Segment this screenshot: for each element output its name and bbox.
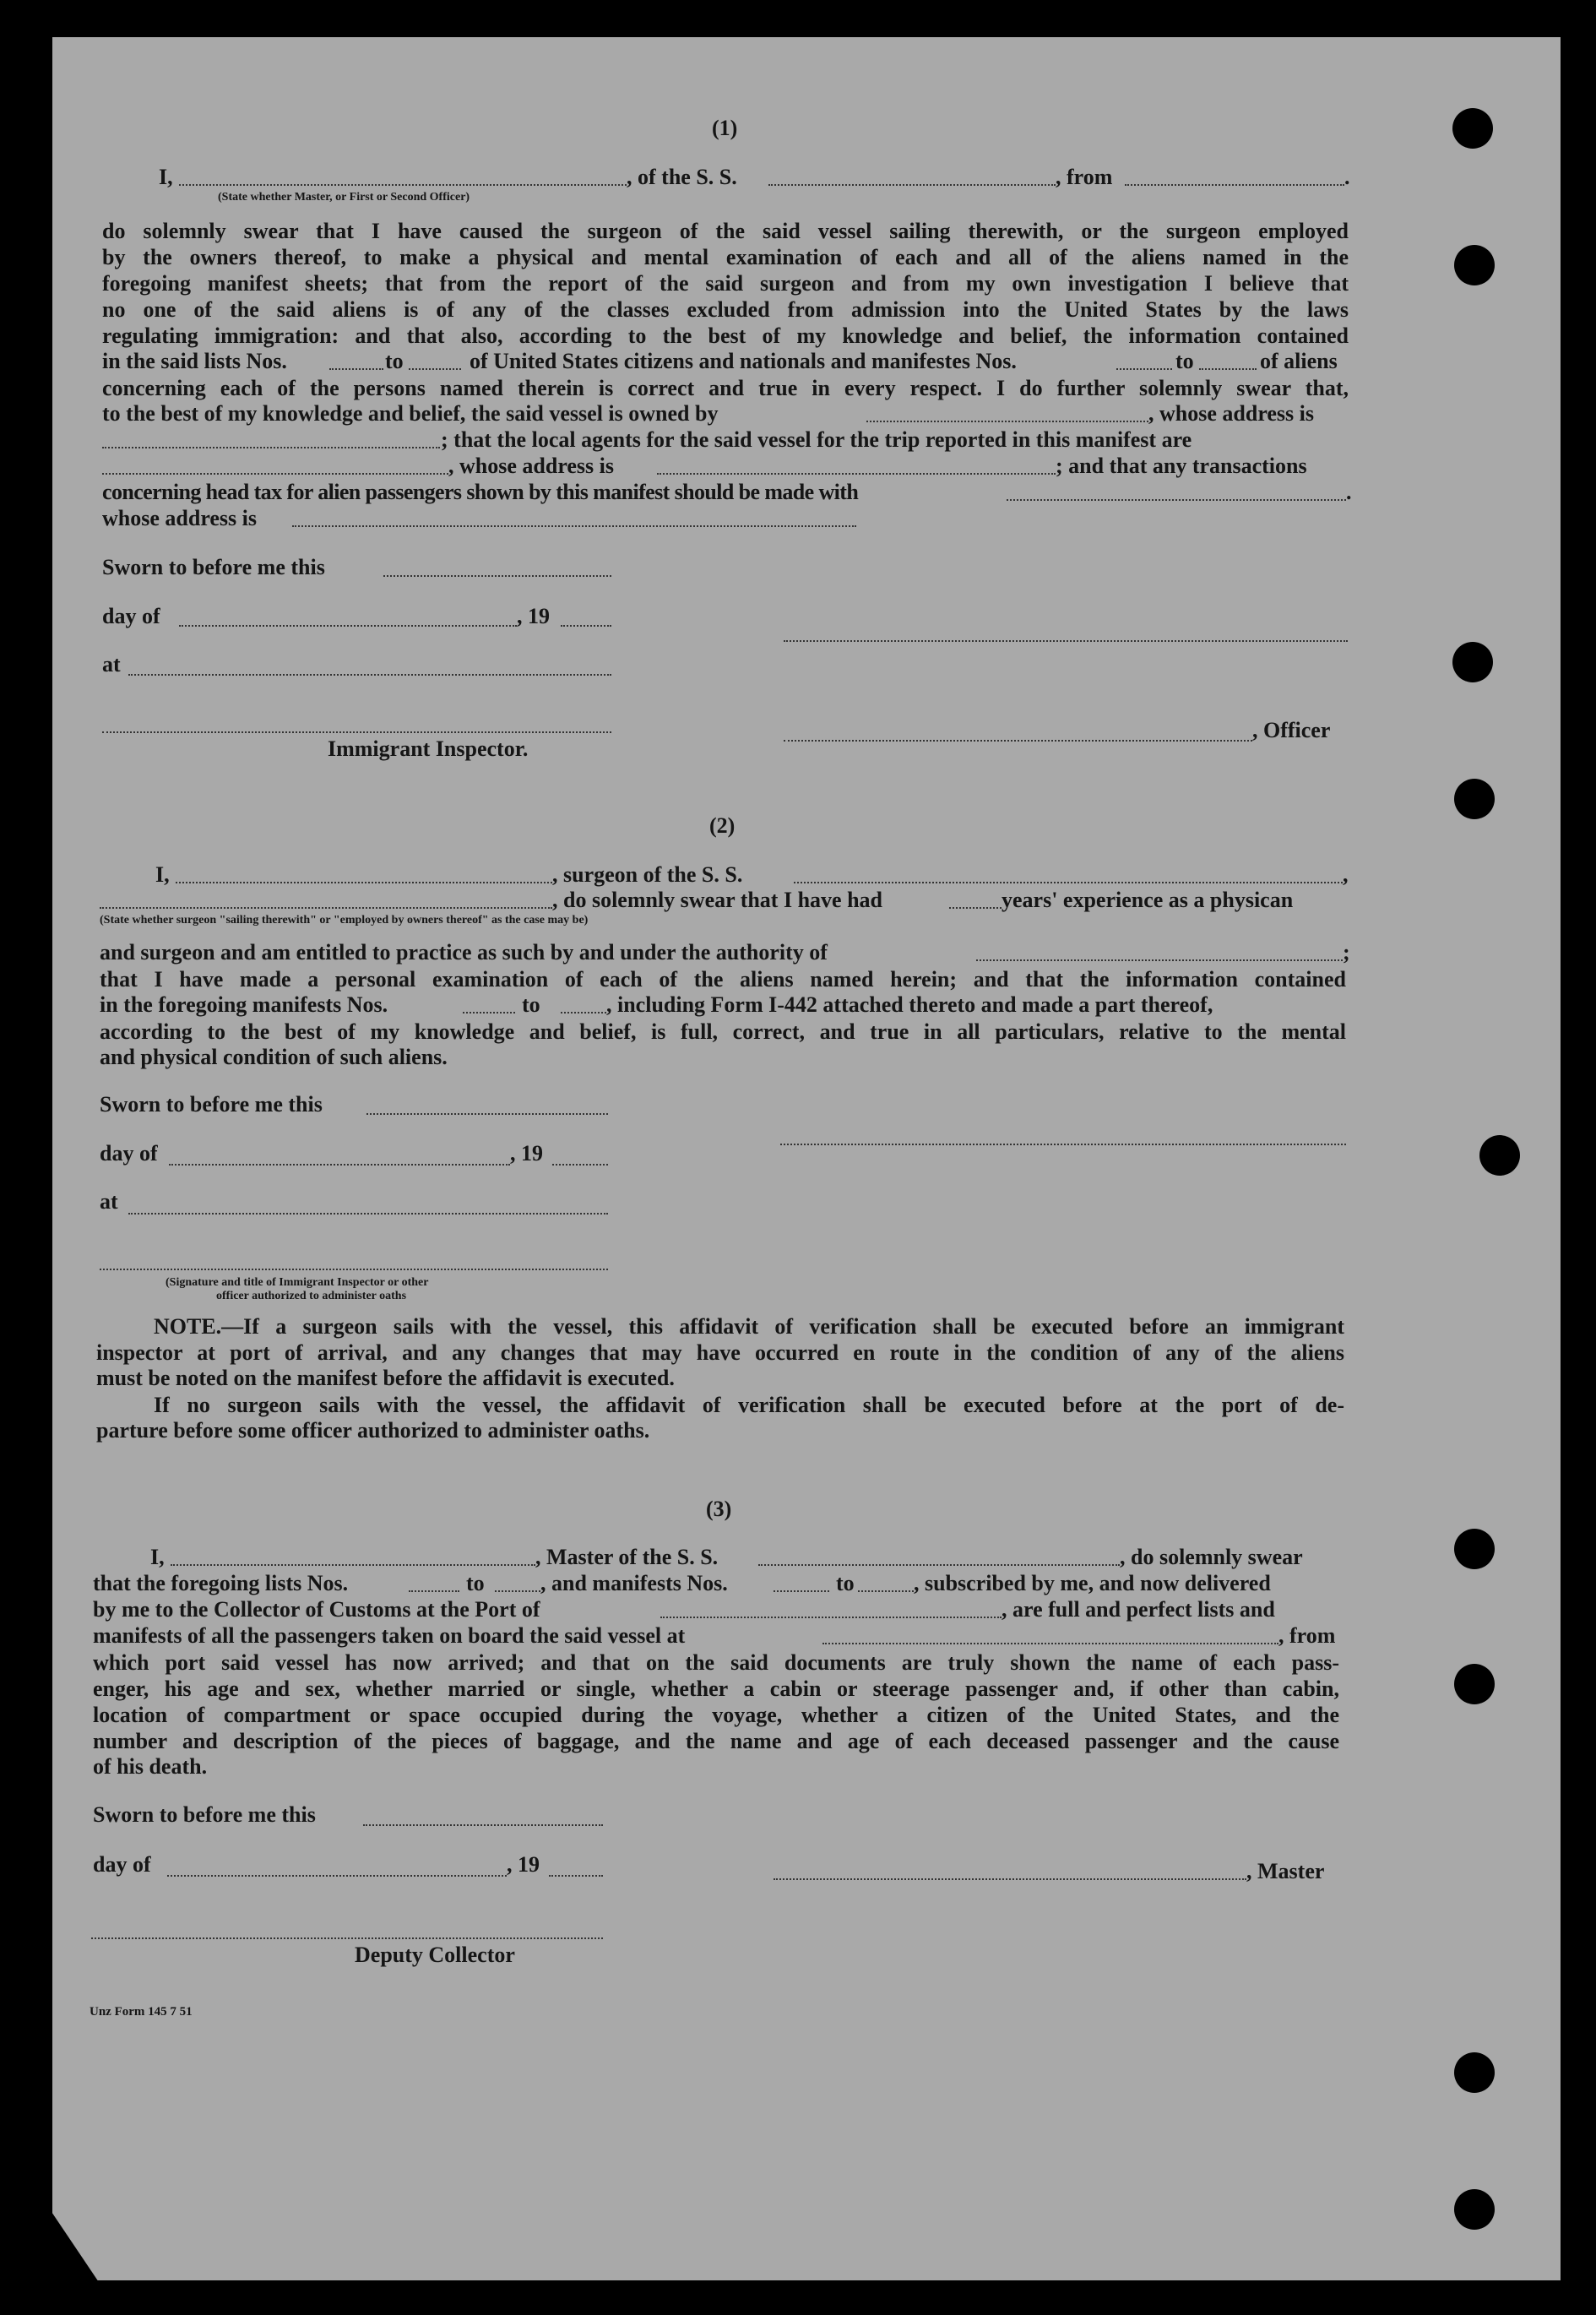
label-sworn: Sworn to before me this bbox=[100, 1092, 323, 1117]
surgeon-signature-line[interactable] bbox=[780, 1144, 1346, 1145]
binder-hole bbox=[1452, 108, 1493, 149]
port-field[interactable] bbox=[660, 1617, 1002, 1618]
day-of-month-field[interactable] bbox=[167, 1875, 507, 1877]
label-subscribed: , subscribed by me, and now delivered bbox=[914, 1571, 1271, 1595]
master-oath-line: location of compartment or space occupied during the voyage, whether a citizen of the United States, and the bbox=[93, 1703, 1339, 1727]
binder-hole bbox=[1479, 1135, 1520, 1176]
label-owned-by: to the best of my knowledge and belief, the said vessel is owned by bbox=[102, 401, 719, 426]
label-head-tax: concerning head tax for alien passengers shown by this manifest should be made with bbox=[102, 480, 859, 504]
label-i: I, bbox=[150, 1545, 165, 1569]
label-day-of: day of bbox=[93, 1852, 151, 1877]
citizen-list-from-field[interactable] bbox=[329, 368, 383, 370]
manifests-to-field[interactable] bbox=[858, 1590, 914, 1592]
head-tax-address-field[interactable] bbox=[292, 525, 856, 527]
label-immigrant-inspector: Immigrant Inspector. bbox=[328, 736, 529, 761]
label-to: to bbox=[522, 992, 540, 1017]
master-signature-line[interactable] bbox=[774, 1878, 1246, 1880]
surgeon-name-field[interactable] bbox=[176, 882, 552, 883]
label-collector-port: by me to the Collector of Customs at the Port of bbox=[93, 1597, 540, 1622]
label-authority: and surgeon and am entitled to practice as such by and under the authority of bbox=[100, 940, 828, 965]
label-of-aliens: of aliens bbox=[1260, 349, 1338, 373]
label-day-of: day of bbox=[102, 604, 160, 628]
master-oath-line: number and description of the pieces of baggage, and the name and age of each deceased passenger and the cause bbox=[93, 1729, 1339, 1753]
label-year-19: , 19 bbox=[507, 1852, 540, 1877]
master-vessel-field[interactable] bbox=[758, 1564, 1120, 1566]
master-oath-line: enger, his age and sex, whether married or single, whether a cabin or steerage passenger and, if other than cabin, bbox=[93, 1676, 1339, 1701]
form-number: Unz Form 145 7 51 bbox=[90, 2005, 193, 2019]
owner-address-field[interactable] bbox=[102, 447, 440, 448]
day-of-month-field[interactable] bbox=[179, 625, 517, 627]
label-to: to bbox=[385, 349, 404, 373]
sworn-date-field[interactable] bbox=[383, 575, 611, 577]
binder-hole bbox=[1454, 2052, 1495, 2093]
oath-line: concerning each of the persons named therein is correct and true in every respect. I do further solemnly swear that, bbox=[102, 376, 1349, 400]
master-oath-line: which port said vessel has now arrived; and that on the said documents are truly shown the name of each pass- bbox=[93, 1650, 1339, 1675]
binder-hole bbox=[1454, 1664, 1495, 1704]
label-at: at bbox=[102, 652, 121, 677]
label-years-experience: years' experience as a physican bbox=[1002, 888, 1294, 912]
label-manifests-nos: in the foregoing manifests Nos. bbox=[100, 992, 388, 1017]
note-line: If no surgeon sails with the vessel, the affidavit of verification shall be executed before at the port of de- bbox=[154, 1393, 1344, 1417]
label-sworn: Sworn to before me this bbox=[93, 1802, 316, 1827]
surgeon-oath-line: according to the best of my knowledge and belief, is full, correct, and true in all particulars, relative to the mental bbox=[100, 1019, 1346, 1044]
label-from: , from bbox=[1056, 165, 1113, 189]
surgeon-status-field[interactable] bbox=[100, 907, 552, 909]
period: . bbox=[1346, 480, 1352, 504]
binder-hole bbox=[1454, 2189, 1495, 2230]
label-transactions: ; and that any transactions bbox=[1056, 454, 1307, 478]
label-surgeon-of-ss: , surgeon of the S. S. bbox=[552, 862, 743, 887]
years-experience-field[interactable] bbox=[949, 907, 1002, 909]
inspector-signature-line[interactable] bbox=[102, 731, 611, 733]
note-line: parture before some officer authorized to administer oaths. bbox=[96, 1418, 650, 1443]
label-whose-address: whose address is bbox=[102, 506, 258, 530]
note-line: NOTE.—If a surgeon sails with the vessel, this affidavit of verification shall be executed before an immigrant bbox=[154, 1314, 1344, 1339]
lists-to-field[interactable] bbox=[495, 1590, 540, 1592]
label-whose-address: , whose address is bbox=[448, 454, 615, 478]
label-of-ss: , of the S. S. bbox=[627, 165, 737, 189]
binder-hole bbox=[1454, 245, 1495, 285]
local-agents-field[interactable] bbox=[102, 473, 448, 475]
label-officer: , Officer bbox=[1252, 718, 1331, 742]
label-master: , Master bbox=[1246, 1859, 1325, 1883]
period: . bbox=[1344, 165, 1350, 189]
label-to: to bbox=[466, 1571, 485, 1595]
label-from: , from bbox=[1278, 1623, 1336, 1648]
master-signature-line[interactable] bbox=[784, 640, 1348, 642]
departure-port-field[interactable] bbox=[822, 1643, 1278, 1644]
master-oath-line: of his death. bbox=[93, 1754, 208, 1779]
note-line: inspector at port of arrival, and any changes that may have occurred en route in the condition of any of the aliens bbox=[96, 1340, 1344, 1365]
label-day-of: day of bbox=[100, 1141, 158, 1166]
year-field[interactable] bbox=[552, 1164, 608, 1166]
label-sworn: Sworn to before me this bbox=[102, 555, 325, 579]
oath-line: regulating immigration: and that also, according to the best of my knowledge and belief, the information contained bbox=[102, 323, 1349, 348]
signature-title-note: (Signature and title of Immigrant Inspector or other bbox=[166, 1276, 429, 1289]
place-field[interactable] bbox=[128, 1213, 608, 1215]
section-heading: (2) bbox=[709, 813, 736, 838]
year-field[interactable] bbox=[561, 625, 611, 627]
master-name-field[interactable] bbox=[171, 1564, 535, 1566]
sworn-date-field[interactable] bbox=[366, 1113, 608, 1115]
oath-line: do solemnly swear that I have caused the surgeon of the said vessel sailing therewith, or the surgeon employed bbox=[102, 219, 1349, 243]
label-to: to bbox=[1175, 349, 1194, 373]
oath-line: no one of the said aliens is of any of the classes excluded from admission into the United States by the laws bbox=[102, 297, 1349, 322]
manifests-to-field[interactable] bbox=[561, 1012, 606, 1013]
sworn-date-field[interactable] bbox=[363, 1824, 603, 1826]
alien-manifest-to-field[interactable] bbox=[1199, 368, 1257, 370]
label-citizens-manifests: of United States citizens and nationals and manifestes Nos. bbox=[470, 349, 1017, 373]
day-of-month-field[interactable] bbox=[169, 1164, 510, 1166]
label-lists-nos: that the foregoing lists Nos. bbox=[93, 1571, 349, 1595]
surgeon-status-note: (State whether surgeon "sailing therewith" or "employed by owners thereof" as the case may be) bbox=[100, 914, 589, 927]
place-field[interactable] bbox=[128, 674, 611, 676]
head-tax-contact-field[interactable] bbox=[1007, 499, 1346, 501]
signature-title-note: officer authorized to administer oaths bbox=[216, 1290, 407, 1302]
label-at: at bbox=[100, 1189, 118, 1214]
label-solemnly-swear: , do solemnly swear bbox=[1120, 1545, 1303, 1569]
vessel-owner-field[interactable] bbox=[866, 421, 1148, 422]
authority-field[interactable] bbox=[976, 959, 1343, 961]
label-full-perfect: , are full and perfect lists and bbox=[1002, 1597, 1275, 1622]
label-taken-on-board: manifests of all the passengers taken on board the said vessel at bbox=[93, 1623, 686, 1648]
binder-hole bbox=[1454, 779, 1495, 819]
label-i: I, bbox=[155, 862, 170, 887]
label-manifests-nos: , and manifests Nos. bbox=[540, 1571, 728, 1595]
oath-line: by the owners thereof, to make a physical and mental examination of each and all of the aliens named in the bbox=[102, 245, 1349, 269]
agents-address-field[interactable] bbox=[657, 473, 1056, 475]
oath-line: foregoing manifest sheets; that from the report of the said surgeon and from my own investigation I believe that bbox=[102, 271, 1349, 296]
binder-hole bbox=[1452, 642, 1493, 682]
binder-hole bbox=[1454, 1529, 1495, 1569]
label-deputy-collector: Deputy Collector bbox=[355, 1943, 515, 1967]
label-i: I, bbox=[159, 165, 173, 189]
vessel-name-field[interactable] bbox=[768, 184, 1056, 186]
label-year-19: , 19 bbox=[517, 604, 550, 628]
lists-from-field[interactable] bbox=[409, 1590, 459, 1592]
from-port-field[interactable] bbox=[1125, 184, 1344, 186]
label-master-of-ss: , Master of the S. S. bbox=[535, 1545, 719, 1569]
deputy-collector-signature-line[interactable] bbox=[91, 1937, 603, 1939]
label-local-agents: ; that the local agents for the said vessel for the trip reported in this manifest are bbox=[441, 427, 1192, 452]
year-field[interactable] bbox=[549, 1875, 603, 1877]
note-line: must be noted on the manifest before the affidavit is executed. bbox=[96, 1366, 675, 1390]
manifests-from-field[interactable] bbox=[463, 1012, 515, 1013]
label-including-form: , including Form I-442 attached thereto and made a part thereof, bbox=[606, 992, 1213, 1017]
label-lists-nos: in the said lists Nos. bbox=[102, 349, 287, 373]
label-whose-address: , whose address is bbox=[1148, 401, 1315, 426]
officer-rank-note: (State whether Master, or First or Second Officer) bbox=[218, 191, 470, 204]
citizen-list-to-field[interactable] bbox=[409, 368, 461, 370]
label-solemnly-swear: , do solemnly swear that I have had bbox=[552, 888, 883, 912]
section-heading: (3) bbox=[706, 1497, 732, 1521]
semicolon: ; bbox=[1343, 940, 1350, 965]
label-to: to bbox=[836, 1571, 855, 1595]
alien-manifest-from-field[interactable] bbox=[1116, 368, 1172, 370]
section-heading: (1) bbox=[712, 116, 738, 140]
officer-signature-line[interactable] bbox=[784, 740, 1252, 742]
officer-name-field[interactable] bbox=[179, 184, 627, 186]
surgeon-vessel-field[interactable] bbox=[794, 882, 1343, 883]
comma: , bbox=[1343, 862, 1349, 887]
label-year-19: , 19 bbox=[510, 1141, 543, 1166]
surgeon-oath-line: that I have made a personal examination of each of the aliens named herein; and that the information contained bbox=[100, 967, 1346, 992]
manifests-from-field[interactable] bbox=[774, 1590, 829, 1592]
inspector-signature-line[interactable] bbox=[100, 1269, 608, 1270]
surgeon-oath-line: and physical condition of such aliens. bbox=[100, 1045, 448, 1069]
